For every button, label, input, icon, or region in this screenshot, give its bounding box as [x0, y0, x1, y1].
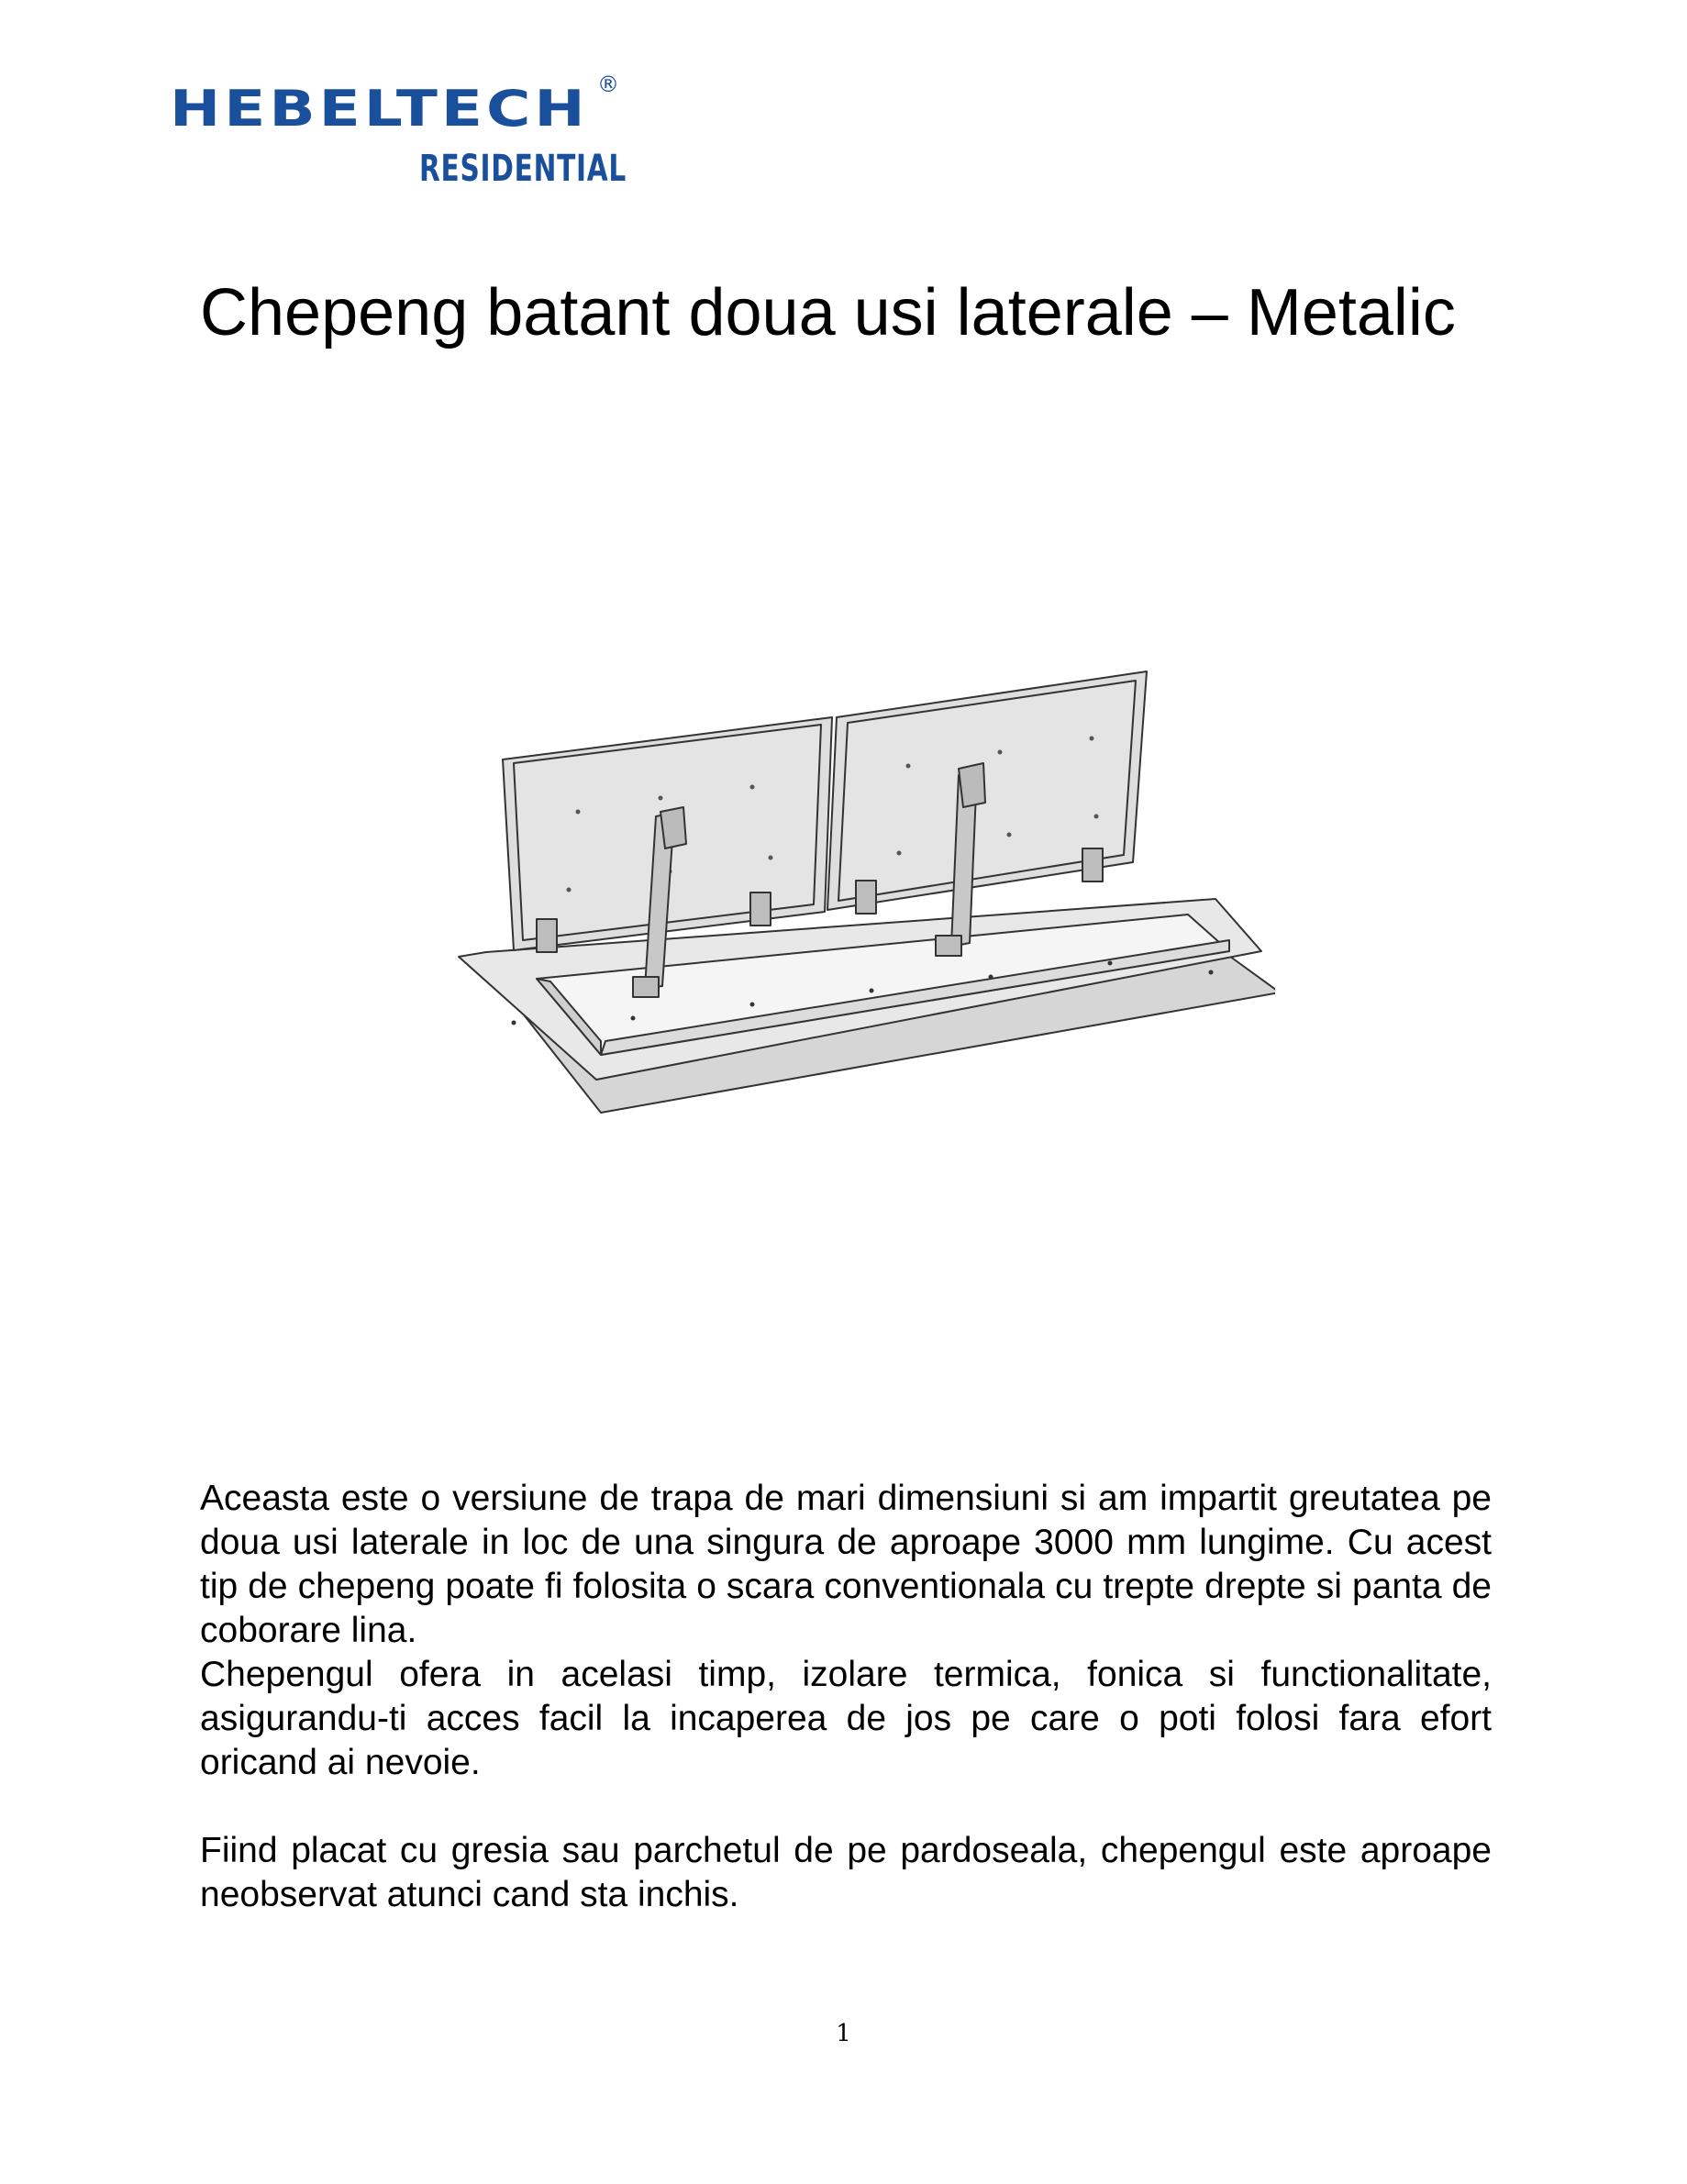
logo-brand-text: HEBELTECH — [170, 80, 589, 139]
document-title: Chepeng batant doua usi laterale – Metalic — [200, 276, 1456, 349]
paragraph-intro: Aceasta este o versiune de trapa de mari dimensiuni si am impartit greutatea pe doua usi laterale in loc de una singura de aproape 3000 mm lungime. Cu acest tip de chepeng poate fi folosita o scara conventionala cu trepte drepte si panta de coborare lina. — [200, 1479, 1492, 1650]
hatch-illustration — [449, 660, 1275, 1137]
paragraph-benefits: Chepengul ofera in acelasi timp, izolare termica, fonica si functionalitate, asigurandu-ti acces facil la incaperea de jos pe care o poti folosi fara efort oricand ai nevoie. — [200, 1655, 1492, 1782]
logo-registered-mark: ® — [597, 72, 619, 97]
page-number: 1 — [836, 2020, 851, 2047]
company-logo — [170, 66, 628, 204]
document-body — [200, 1477, 1492, 1917]
logo-subline-text: RESIDENTIAL — [419, 148, 627, 190]
paragraph-finish: Fiind placat cu gresia sau parchetul de pe pardoseala, chepengul este aproape neobservat atunci cand sta inchis. — [200, 1831, 1492, 1914]
